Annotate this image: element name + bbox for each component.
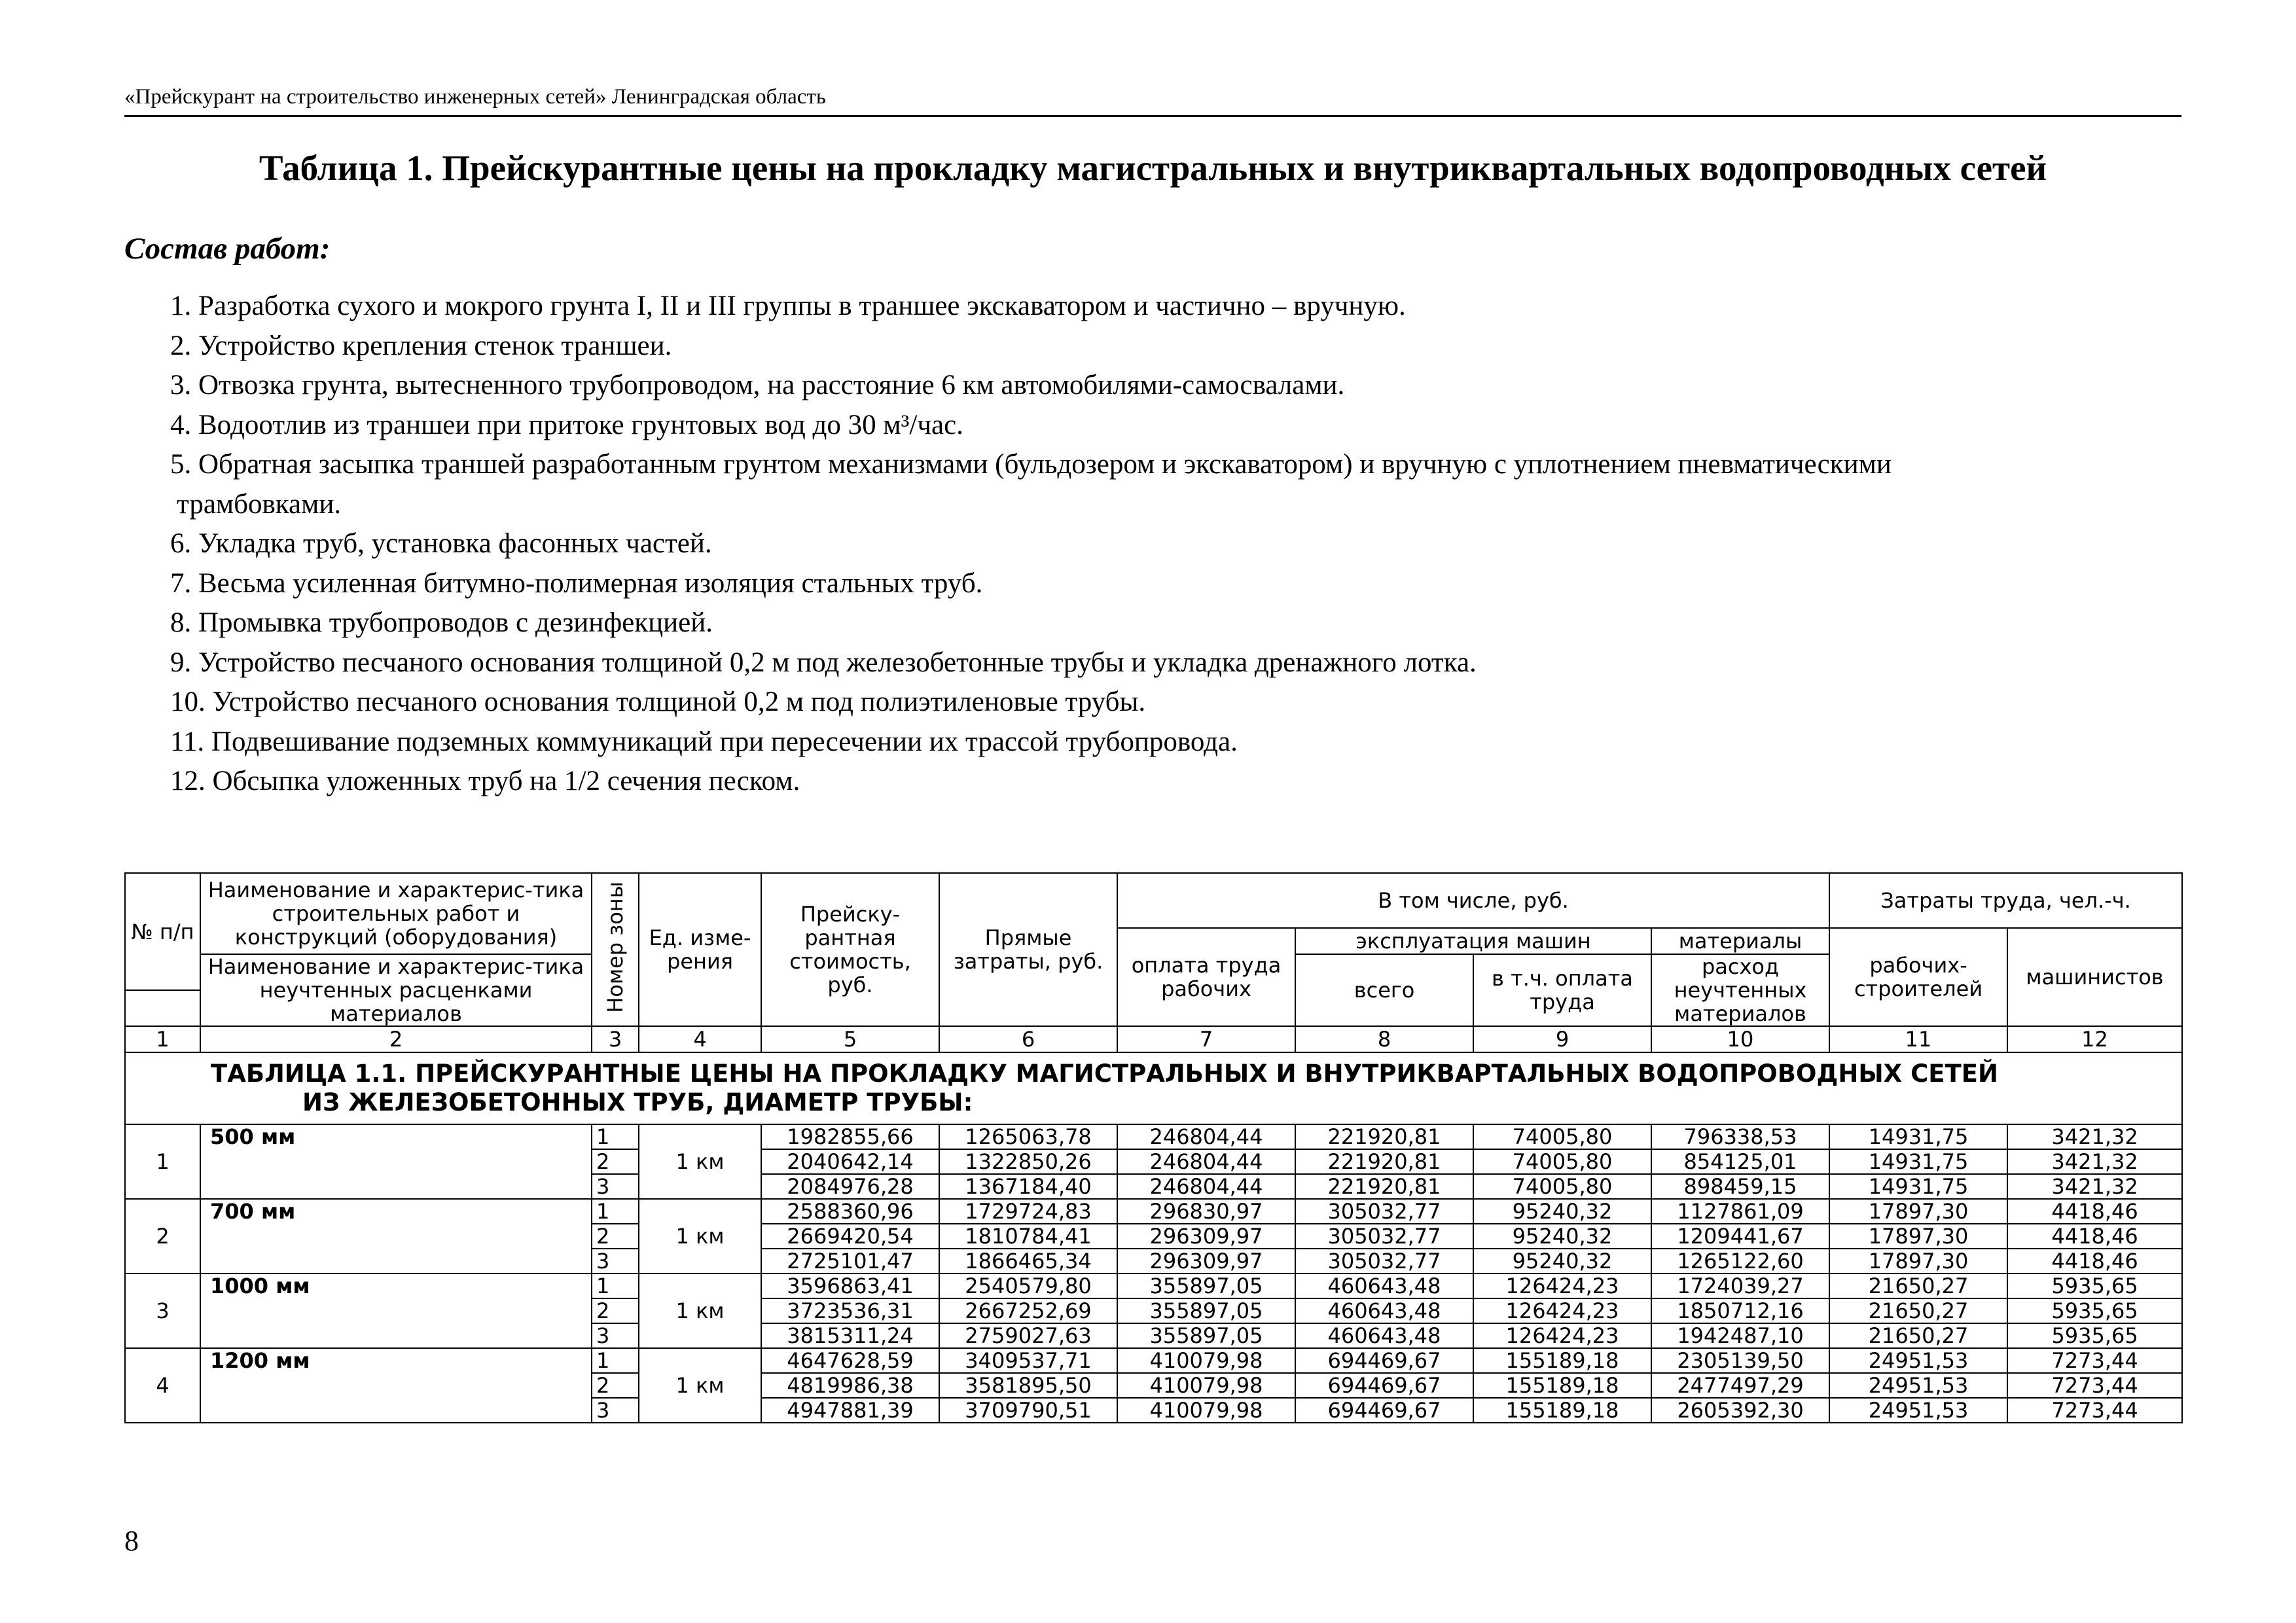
row-diameter: 500 мм: [200, 1124, 592, 1199]
value-cell: 4418,46: [2007, 1224, 2182, 1249]
value-cell: 4418,46: [2007, 1199, 2182, 1224]
value-cell: 155189,18: [1473, 1348, 1651, 1373]
zone-cell: 2: [592, 1373, 639, 1398]
value-cell: 4819986,38: [761, 1373, 939, 1398]
value-cell: 460643,48: [1295, 1323, 1473, 1348]
header-materials-unaccounted: расход неучтенных материалов: [1651, 954, 1829, 1026]
value-cell: 246804,44: [1117, 1174, 1295, 1199]
value-cell: 694469,67: [1295, 1373, 1473, 1398]
works-item: 8. Промывка трубопроводов с дезинфекцией.: [170, 607, 713, 638]
header-num: № п/п: [125, 873, 200, 990]
value-cell: 5935,65: [2007, 1298, 2182, 1323]
works-item: 5. Обратная засыпка траншей разработанным грунтом механизмами (бульдозером и экскаватором) и вручную с уплотнением пневматическими: [170, 449, 1892, 480]
works-item: 6. Укладка труб, установка фасонных частей.: [170, 528, 712, 559]
header-machines: эксплуатация машин: [1295, 928, 1651, 954]
column-number: 11: [1829, 1026, 2007, 1052]
works-list: [170, 287, 2186, 802]
row-num: 4: [125, 1348, 200, 1423]
zone-cell: 2: [592, 1149, 639, 1174]
value-cell: 410079,98: [1117, 1398, 1295, 1423]
unit-cell: 1 км: [639, 1199, 761, 1274]
table-row: [125, 1124, 2182, 1149]
value-cell: 1265122,60: [1651, 1249, 1829, 1274]
value-cell: 126424,23: [1473, 1323, 1651, 1348]
header-including: В том числе, руб.: [1117, 873, 1829, 928]
composition-heading: Состав работ:: [124, 232, 331, 266]
value-cell: 14931,75: [1829, 1149, 2007, 1174]
value-cell: 221920,81: [1295, 1149, 1473, 1174]
value-cell: 1265063,78: [939, 1124, 1117, 1149]
value-cell: 410079,98: [1117, 1373, 1295, 1398]
header-machines-pay: в т.ч. оплата труда: [1473, 954, 1651, 1026]
value-cell: 296830,97: [1117, 1199, 1295, 1224]
value-cell: 2040642,14: [761, 1149, 939, 1174]
row-num: 3: [125, 1274, 200, 1348]
value-cell: 95240,32: [1473, 1199, 1651, 1224]
column-number: 8: [1295, 1026, 1473, 1052]
value-cell: 17897,30: [1829, 1249, 2007, 1274]
value-cell: 1367184,40: [939, 1174, 1117, 1199]
value-cell: 355897,05: [1117, 1323, 1295, 1348]
running-header: «Прейскурант на строительство инженерных сетей» Ленинградская область: [124, 84, 2181, 117]
value-cell: 796338,53: [1651, 1124, 1829, 1149]
zone-cell: 1: [592, 1274, 639, 1298]
column-number: 10: [1651, 1026, 1829, 1052]
value-cell: 355897,05: [1117, 1298, 1295, 1323]
value-cell: 1209441,67: [1651, 1224, 1829, 1249]
value-cell: 24951,53: [1829, 1373, 2007, 1398]
works-item: 12. Обсыпка уложенных труб на 1/2 сечения песком.: [170, 766, 800, 796]
works-item: 1. Разработка сухого и мокрого грунта I, II и III группы в траншее экскаватором и частично – вручную.: [170, 291, 1406, 321]
works-item: 9. Устройство песчаного основания толщиной 0,2 м под железобетонные трубы и укладка дренажного лотка.: [170, 647, 1477, 678]
value-cell: 3709790,51: [939, 1398, 1117, 1423]
zone-cell: 1: [592, 1348, 639, 1373]
value-cell: 2725101,47: [761, 1249, 939, 1274]
works-item: 2. Устройство крепления стенок траншеи.: [170, 330, 672, 361]
header-price: Прейску-рантная стоимость, руб.: [761, 873, 939, 1026]
zone-cell: 1: [592, 1124, 639, 1149]
header-labor-pay: оплата труда рабочих: [1117, 928, 1295, 1026]
value-cell: 246804,44: [1117, 1149, 1295, 1174]
value-cell: 21650,27: [1829, 1323, 2007, 1348]
value-cell: 221920,81: [1295, 1124, 1473, 1149]
value-cell: 694469,67: [1295, 1348, 1473, 1373]
zone-cell: 3: [592, 1249, 639, 1274]
value-cell: 155189,18: [1473, 1373, 1651, 1398]
row-diameter: 1000 мм: [200, 1274, 592, 1348]
value-cell: 355897,05: [1117, 1274, 1295, 1298]
value-cell: 17897,30: [1829, 1224, 2007, 1249]
value-cell: 694469,67: [1295, 1398, 1473, 1423]
value-cell: 17897,30: [1829, 1199, 2007, 1224]
value-cell: 3421,32: [2007, 1149, 2182, 1174]
value-cell: 3596863,41: [761, 1274, 939, 1298]
unit-cell: 1 км: [639, 1348, 761, 1423]
value-cell: 3409537,71: [939, 1348, 1117, 1373]
value-cell: 1127861,09: [1651, 1199, 1829, 1224]
page-number: 8: [124, 1525, 139, 1557]
column-number: 9: [1473, 1026, 1651, 1052]
works-item-continuation: трамбовками.: [177, 488, 342, 520]
value-cell: 898459,15: [1651, 1174, 1829, 1199]
header-zone: [592, 873, 639, 1026]
row-diameter: 700 мм: [200, 1199, 592, 1274]
value-cell: 21650,27: [1829, 1298, 2007, 1323]
value-cell: 126424,23: [1473, 1274, 1651, 1298]
value-cell: 3815311,24: [761, 1323, 939, 1348]
value-cell: 74005,80: [1473, 1124, 1651, 1149]
value-cell: 410079,98: [1117, 1348, 1295, 1373]
header-unit: Ед. изме-рения: [639, 873, 761, 1026]
value-cell: 1982855,66: [761, 1124, 939, 1149]
column-number: 1: [125, 1026, 200, 1052]
table-subtitle-line1: ТАБЛИЦА 1.1. ПРЕЙСКУРАНТНЫЕ ЦЕНЫ НА ПРОКЛАДКУ МАГИСТРАЛЬНЫХ И ВНУТРИКВАРТАЛЬНЫХ ВОДОПРОВОДНЫХ СЕТЕЙ: [211, 1060, 1998, 1088]
value-cell: 7273,44: [2007, 1398, 2182, 1423]
column-number: 3: [592, 1026, 639, 1052]
table-subtitle-line2: ИЗ ЖЕЛЕЗОБЕТОННЫХ ТРУБ, ДИАМЕТР ТРУБЫ:: [302, 1088, 973, 1116]
value-cell: 1850712,16: [1651, 1298, 1829, 1323]
value-cell: 2588360,96: [761, 1199, 939, 1224]
value-cell: 246804,44: [1117, 1124, 1295, 1149]
header-direct: Прямые затраты, руб.: [939, 873, 1117, 1026]
value-cell: 460643,48: [1295, 1298, 1473, 1323]
value-cell: 14931,75: [1829, 1124, 2007, 1149]
value-cell: 305032,77: [1295, 1224, 1473, 1249]
value-cell: 305032,77: [1295, 1249, 1473, 1274]
row-num: 2: [125, 1199, 200, 1274]
value-cell: 5935,65: [2007, 1274, 2182, 1298]
value-cell: 1866465,34: [939, 1249, 1117, 1274]
header-labor-costs: Затраты труда, чел.-ч.: [1829, 873, 2182, 928]
zone-cell: 2: [592, 1298, 639, 1323]
zone-cell: 3: [592, 1174, 639, 1199]
value-cell: 2667252,69: [939, 1298, 1117, 1323]
column-number: 7: [1117, 1026, 1295, 1052]
value-cell: 74005,80: [1473, 1149, 1651, 1174]
zone-cell: 3: [592, 1398, 639, 1423]
header-materials: материалы: [1651, 928, 1829, 954]
value-cell: 1942487,10: [1651, 1323, 1829, 1348]
header-operators: машинистов: [2007, 928, 2182, 1026]
value-cell: 3723536,31: [761, 1298, 939, 1323]
row-num: 1: [125, 1124, 200, 1199]
unit-cell: 1 км: [639, 1274, 761, 1348]
header-workers: рабочих-строителей: [1829, 928, 2007, 1026]
row-diameter: 1200 мм: [200, 1348, 592, 1423]
value-cell: 1729724,83: [939, 1199, 1117, 1224]
value-cell: 5935,65: [2007, 1323, 2182, 1348]
unit-cell: 1 км: [639, 1124, 761, 1199]
zone-cell: 1: [592, 1199, 639, 1224]
value-cell: 4418,46: [2007, 1249, 2182, 1274]
column-number: 5: [761, 1026, 939, 1052]
value-cell: 7273,44: [2007, 1373, 2182, 1398]
zone-cell: 2: [592, 1224, 639, 1249]
value-cell: 2084976,28: [761, 1174, 939, 1199]
value-cell: 24951,53: [1829, 1398, 2007, 1423]
page-title: Таблица 1. Прейскурантные цены на прокладку магистральных и внутриквартальных водопроводных сетей: [259, 148, 2047, 188]
value-cell: 24951,53: [1829, 1348, 2007, 1373]
works-item: 10. Устройство песчаного основания толщиной 0,2 м под полиэтиленовые трубы.: [170, 687, 1146, 717]
column-number: 6: [939, 1026, 1117, 1052]
table-row: [125, 1348, 2182, 1373]
table-row: [125, 1199, 2182, 1224]
table-row: [125, 1274, 2182, 1298]
value-cell: 2305139,50: [1651, 1348, 1829, 1373]
works-item: 4. Водоотлив из траншеи при притоке грунтовых вод до 30 м³/час.: [170, 409, 963, 440]
value-cell: 74005,80: [1473, 1174, 1651, 1199]
value-cell: 4647628,59: [761, 1348, 939, 1373]
value-cell: 1810784,41: [939, 1224, 1117, 1249]
column-number: 12: [2007, 1026, 2182, 1052]
value-cell: 2477497,29: [1651, 1373, 1829, 1398]
value-cell: 2540579,80: [939, 1274, 1117, 1298]
value-cell: 221920,81: [1295, 1174, 1473, 1199]
header-num-spacer: [125, 990, 200, 1026]
header-zone-label: Номер зоны: [603, 882, 628, 1013]
header-name-top: Наименование и характерис-тика строительных работ и конструкций (оборудования): [200, 873, 592, 954]
zone-cell: 3: [592, 1323, 639, 1348]
value-cell: 296309,97: [1117, 1224, 1295, 1249]
value-cell: 3421,32: [2007, 1124, 2182, 1149]
value-cell: 296309,97: [1117, 1249, 1295, 1274]
value-cell: 1322850,26: [939, 1149, 1117, 1174]
value-cell: 305032,77: [1295, 1199, 1473, 1224]
value-cell: 4947881,39: [761, 1398, 939, 1423]
value-cell: 21650,27: [1829, 1274, 2007, 1298]
header-machines-total: всего: [1295, 954, 1473, 1026]
works-item: 7. Весьма усиленная битумно-полимерная изоляция стальных труб.: [170, 567, 983, 599]
table-subtitle: [125, 1052, 2182, 1124]
value-cell: 95240,32: [1473, 1224, 1651, 1249]
value-cell: 460643,48: [1295, 1274, 1473, 1298]
works-item: 11. Подвешивание подземных коммуникаций при пересечении их трассой трубопровода.: [170, 726, 1238, 757]
value-cell: 7273,44: [2007, 1348, 2182, 1373]
works-item: 3. Отвозка грунта, вытесненного трубопроводом, на расстояние 6 км автомобилями-самосвалами.: [170, 370, 1345, 401]
value-cell: 2605392,30: [1651, 1398, 1829, 1423]
header-name-bottom: Наименование и характерис-тика неучтенных расценками материалов: [200, 954, 592, 1026]
value-cell: 1724039,27: [1651, 1274, 1829, 1298]
column-number: 4: [639, 1026, 761, 1052]
value-cell: 14931,75: [1829, 1174, 2007, 1199]
value-cell: 3581895,50: [939, 1373, 1117, 1398]
column-number: 2: [200, 1026, 592, 1052]
price-table: [124, 872, 2183, 1423]
value-cell: 2759027,63: [939, 1323, 1117, 1348]
value-cell: 3421,32: [2007, 1174, 2182, 1199]
value-cell: 95240,32: [1473, 1249, 1651, 1274]
value-cell: 2669420,54: [761, 1224, 939, 1249]
value-cell: 126424,23: [1473, 1298, 1651, 1323]
value-cell: 155189,18: [1473, 1398, 1651, 1423]
value-cell: 854125,01: [1651, 1149, 1829, 1174]
